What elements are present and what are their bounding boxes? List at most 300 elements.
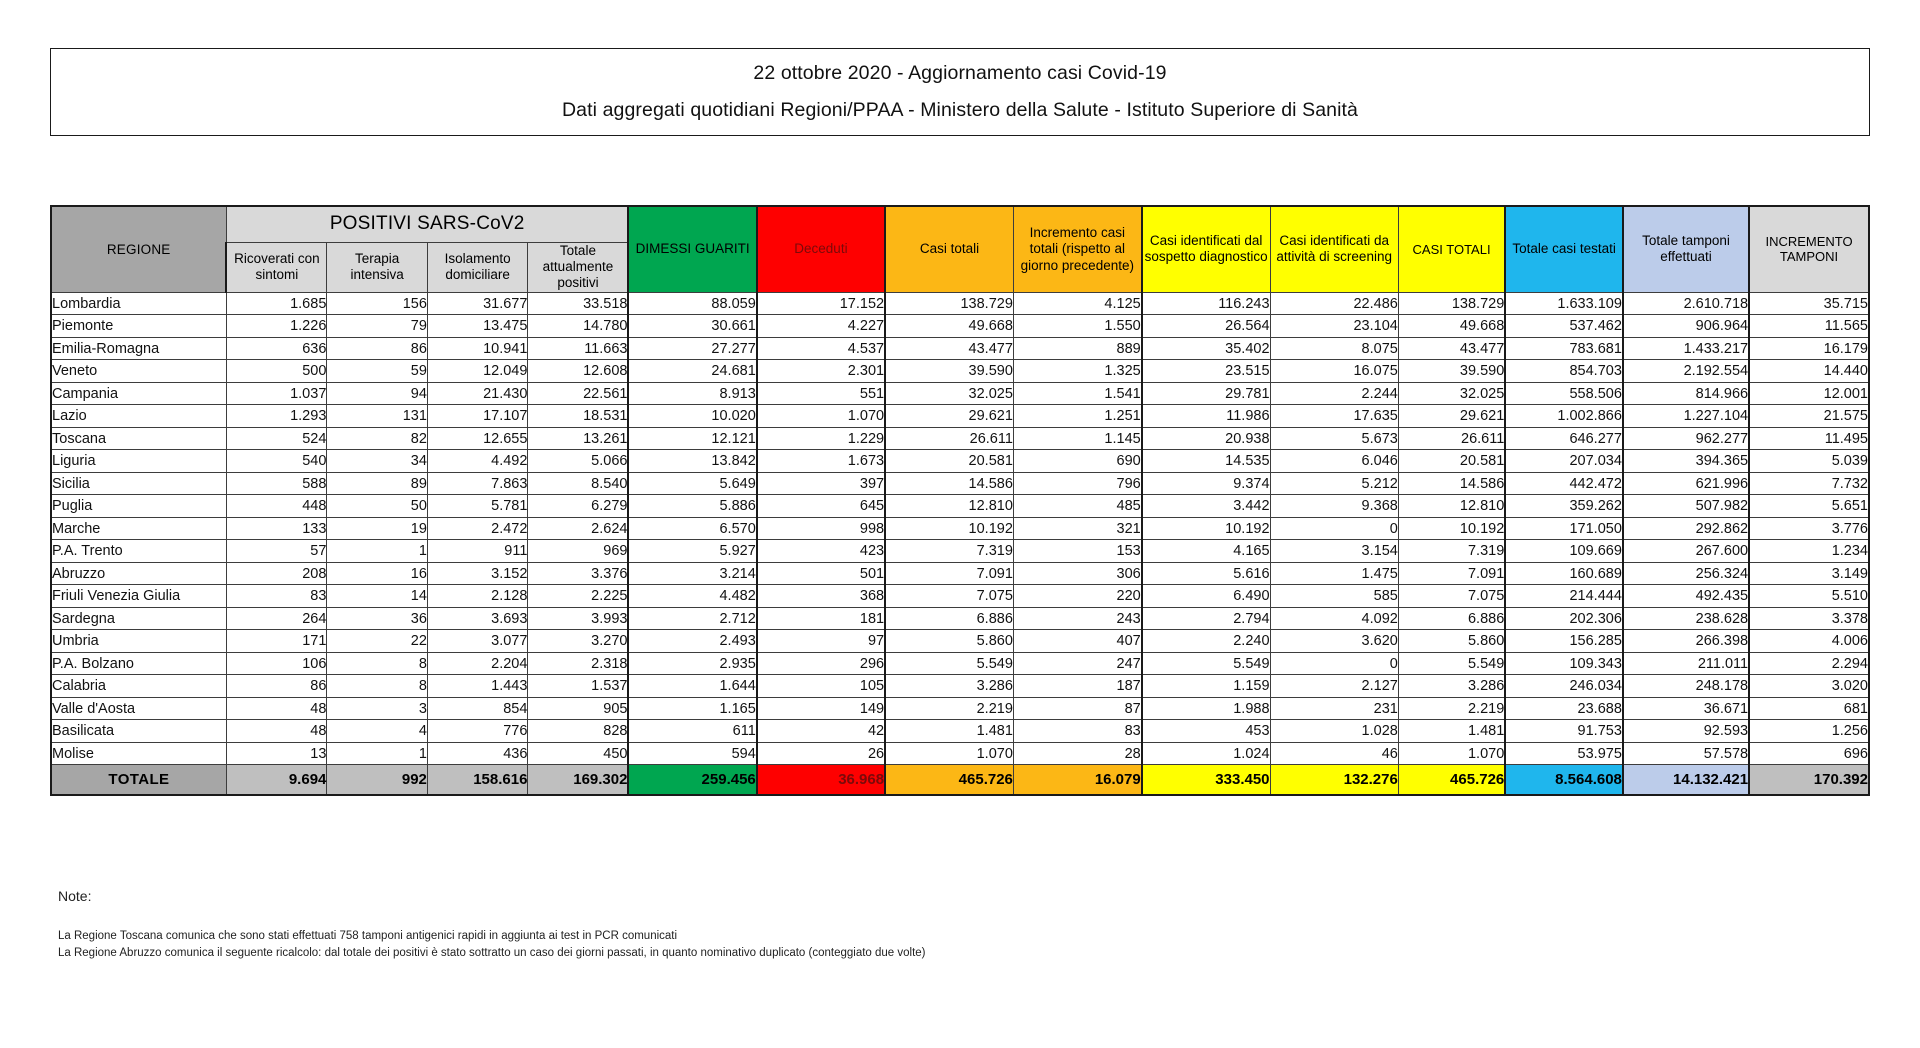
cell-value: 5.927 — [628, 540, 756, 563]
cell-value: 1.537 — [528, 675, 629, 698]
notes-title: Note: — [58, 888, 92, 904]
cell-value: 5.886 — [628, 495, 756, 518]
cell-value: 889 — [1013, 337, 1141, 360]
cell-value: 14.586 — [885, 472, 1013, 495]
cell-value: 8 — [327, 652, 428, 675]
cell-region: Campania — [51, 382, 226, 405]
cell-value: 1.070 — [885, 742, 1013, 765]
table-head — [51, 206, 1869, 292]
cell-value: 30.661 — [628, 315, 756, 338]
cell-value: 368 — [757, 585, 885, 608]
cell-total-value: 992 — [327, 765, 428, 795]
cell-value: 3 — [327, 697, 428, 720]
cell-value: 492.435 — [1623, 585, 1749, 608]
cell-value: 26.611 — [885, 427, 1013, 450]
cell-value: 46 — [1270, 742, 1398, 765]
cell-value: 854.703 — [1505, 360, 1623, 383]
cell-value: 26.611 — [1398, 427, 1505, 450]
cell-value: 82 — [327, 427, 428, 450]
cell-value: 2.624 — [528, 517, 629, 540]
cell-value: 1.229 — [757, 427, 885, 450]
cell-value: 7.091 — [1398, 562, 1505, 585]
cell-value: 21.430 — [427, 382, 528, 405]
cell-value: 89 — [327, 472, 428, 495]
cell-value: 29.781 — [1142, 382, 1270, 405]
cell-value: 2.472 — [427, 517, 528, 540]
header-row-group — [51, 206, 1869, 242]
table-row — [51, 472, 1869, 495]
cell-value: 998 — [757, 517, 885, 540]
table-foot — [51, 765, 1869, 795]
report-date-title: 22 ottobre 2020 - Aggiornamento casi Covid-19 — [753, 62, 1167, 84]
cell-value: 8.540 — [528, 472, 629, 495]
cell-value: 7.319 — [885, 540, 1013, 563]
cell-value: 116.243 — [1142, 292, 1270, 315]
cell-value: 22 — [327, 630, 428, 653]
cell-value: 24.681 — [628, 360, 756, 383]
cell-value: 524 — [226, 427, 327, 450]
cell-region: Lombardia — [51, 292, 226, 315]
cell-value: 13.475 — [427, 315, 528, 338]
cell-region: Toscana — [51, 427, 226, 450]
cell-value: 1.256 — [1749, 720, 1869, 743]
cell-value: 5.860 — [885, 630, 1013, 653]
cell-value: 23.104 — [1270, 315, 1398, 338]
header-totale-attualmente-positivi: Totale attualmente positivi — [528, 242, 629, 292]
cell-value: 776 — [427, 720, 528, 743]
cell-value: 26.564 — [1142, 315, 1270, 338]
cell-value: 621.996 — [1623, 472, 1749, 495]
cell-value: 2.128 — [427, 585, 528, 608]
cell-value: 540 — [226, 450, 327, 473]
cell-value: 442.472 — [1505, 472, 1623, 495]
cell-value: 485 — [1013, 495, 1141, 518]
cell-total-value: 9.694 — [226, 765, 327, 795]
cell-value: 42 — [757, 720, 885, 743]
cell-value: 246.034 — [1505, 675, 1623, 698]
cell-value: 53.975 — [1505, 742, 1623, 765]
cell-value: 2.225 — [528, 585, 629, 608]
cell-value: 1.145 — [1013, 427, 1141, 450]
cell-value: 962.277 — [1623, 427, 1749, 450]
cell-value: 49.668 — [1398, 315, 1505, 338]
cell-value: 4 — [327, 720, 428, 743]
cell-value: 407 — [1013, 630, 1141, 653]
cell-total-value: 259.456 — [628, 765, 756, 795]
cell-value: 20.581 — [885, 450, 1013, 473]
cell-value: 558.506 — [1505, 382, 1623, 405]
cell-value: 14 — [327, 585, 428, 608]
cell-value: 105 — [757, 675, 885, 698]
table-row — [51, 675, 1869, 698]
cell-value: 1.251 — [1013, 405, 1141, 428]
cell-value: 3.993 — [528, 607, 629, 630]
cell-value: 91.753 — [1505, 720, 1623, 743]
cell-value: 2.244 — [1270, 382, 1398, 405]
table-row — [51, 630, 1869, 653]
cell-value: 36.671 — [1623, 697, 1749, 720]
cell-value: 1.325 — [1013, 360, 1141, 383]
cell-value: 537.462 — [1505, 315, 1623, 338]
cell-total-value: 8.564.608 — [1505, 765, 1623, 795]
cell-value: 3.270 — [528, 630, 629, 653]
table-row — [51, 697, 1869, 720]
cell-value: 2.204 — [427, 652, 528, 675]
cell-value: 266.398 — [1623, 630, 1749, 653]
cell-region: Piemonte — [51, 315, 226, 338]
cell-value: 7.863 — [427, 472, 528, 495]
cell-value: 1.159 — [1142, 675, 1270, 698]
cell-region: Sicilia — [51, 472, 226, 495]
cell-value: 1.541 — [1013, 382, 1141, 405]
table-row — [51, 360, 1869, 383]
cell-total-value: 170.392 — [1749, 765, 1869, 795]
cell-value: 1.234 — [1749, 540, 1869, 563]
cell-value: 4.227 — [757, 315, 885, 338]
cell-value: 436 — [427, 742, 528, 765]
cell-value: 23.515 — [1142, 360, 1270, 383]
header-totale-tamponi: Totale tamponi effettuati — [1623, 206, 1749, 292]
cell-value: 1.024 — [1142, 742, 1270, 765]
cell-value: 3.286 — [885, 675, 1013, 698]
cell-value: 2.192.554 — [1623, 360, 1749, 383]
table-total-row — [51, 765, 1869, 795]
cell-value: 1.227.104 — [1623, 405, 1749, 428]
cell-value: 6.046 — [1270, 450, 1398, 473]
cell-value: 3.286 — [1398, 675, 1505, 698]
cell-value: 4.492 — [427, 450, 528, 473]
cell-value: 5.860 — [1398, 630, 1505, 653]
cell-value: 5.549 — [885, 652, 1013, 675]
cell-total-value: 36.968 — [757, 765, 885, 795]
cell-value: 17.635 — [1270, 405, 1398, 428]
cell-value: 1.685 — [226, 292, 327, 315]
table-row — [51, 292, 1869, 315]
cell-value: 97 — [757, 630, 885, 653]
table-row — [51, 517, 1869, 540]
cell-value: 394.365 — [1623, 450, 1749, 473]
cell-total-value: 465.726 — [885, 765, 1013, 795]
cell-value: 109.669 — [1505, 540, 1623, 563]
cell-value: 138.729 — [885, 292, 1013, 315]
cell-value: 2.712 — [628, 607, 756, 630]
table-row — [51, 540, 1869, 563]
cell-value: 4.006 — [1749, 630, 1869, 653]
table-row — [51, 315, 1869, 338]
cell-region: Emilia-Romagna — [51, 337, 226, 360]
cell-value: 214.444 — [1505, 585, 1623, 608]
cell-value: 32.025 — [885, 382, 1013, 405]
cell-region: Marche — [51, 517, 226, 540]
cell-value: 2.301 — [757, 360, 885, 383]
cell-total-value: 333.450 — [1142, 765, 1270, 795]
cell-value: 79 — [327, 315, 428, 338]
cell-value: 1.988 — [1142, 697, 1270, 720]
cell-value: 87 — [1013, 697, 1141, 720]
cell-value: 156.285 — [1505, 630, 1623, 653]
cell-value: 160.689 — [1505, 562, 1623, 585]
cell-value: 231 — [1270, 697, 1398, 720]
cell-value: 3.020 — [1749, 675, 1869, 698]
cell-value: 20.938 — [1142, 427, 1270, 450]
cell-value: 1 — [327, 540, 428, 563]
cell-value: 181 — [757, 607, 885, 630]
cell-value: 35.715 — [1749, 292, 1869, 315]
cell-value: 7.319 — [1398, 540, 1505, 563]
cell-value: 16.179 — [1749, 337, 1869, 360]
cell-value: 20.581 — [1398, 450, 1505, 473]
cell-value: 1.165 — [628, 697, 756, 720]
cell-value: 86 — [327, 337, 428, 360]
cell-value: 3.154 — [1270, 540, 1398, 563]
cell-value: 3.620 — [1270, 630, 1398, 653]
cell-value: 636 — [226, 337, 327, 360]
cell-value: 6.886 — [1398, 607, 1505, 630]
cell-value: 264 — [226, 607, 327, 630]
cell-value: 5.781 — [427, 495, 528, 518]
cell-value: 248.178 — [1623, 675, 1749, 698]
cell-value: 14.586 — [1398, 472, 1505, 495]
cell-value: 49.668 — [885, 315, 1013, 338]
cell-value: 12.121 — [628, 427, 756, 450]
cell-value: 585 — [1270, 585, 1398, 608]
cell-value: 23.688 — [1505, 697, 1623, 720]
cell-value: 3.776 — [1749, 517, 1869, 540]
cell-value: 27.277 — [628, 337, 756, 360]
cell-value: 31.677 — [427, 292, 528, 315]
cell-value: 3.442 — [1142, 495, 1270, 518]
cell-value: 32.025 — [1398, 382, 1505, 405]
cell-value: 88.059 — [628, 292, 756, 315]
cell-value: 48 — [226, 697, 327, 720]
cell-value: 1.037 — [226, 382, 327, 405]
cell-value: 22.561 — [528, 382, 629, 405]
cell-value: 6.279 — [528, 495, 629, 518]
cell-value: 138.729 — [1398, 292, 1505, 315]
cell-value: 1.481 — [885, 720, 1013, 743]
cell-value: 906.964 — [1623, 315, 1749, 338]
cell-value: 220 — [1013, 585, 1141, 608]
cell-value: 92.593 — [1623, 720, 1749, 743]
table-row — [51, 450, 1869, 473]
header-regione: REGIONE — [51, 206, 226, 292]
cell-value: 22.486 — [1270, 292, 1398, 315]
cell-value: 39.590 — [885, 360, 1013, 383]
cell-value: 6.490 — [1142, 585, 1270, 608]
header-incremento-casi-totali: Incremento casi totali (rispetto al giorno precedente) — [1013, 206, 1141, 292]
cell-total-label: TOTALE — [51, 765, 226, 795]
cell-value: 3.152 — [427, 562, 528, 585]
cell-value: 905 — [528, 697, 629, 720]
table-row — [51, 337, 1869, 360]
cell-value: 448 — [226, 495, 327, 518]
cell-value: 9.374 — [1142, 472, 1270, 495]
cell-value: 453 — [1142, 720, 1270, 743]
header-casi-sospetto-diagnostico: Casi identificati dal sospetto diagnostico — [1142, 206, 1270, 292]
covid-data-table — [50, 205, 1870, 796]
cell-value: 13 — [226, 742, 327, 765]
cell-value: 1.070 — [757, 405, 885, 428]
cell-value: 11.986 — [1142, 405, 1270, 428]
cell-value: 796 — [1013, 472, 1141, 495]
cell-value: 2.318 — [528, 652, 629, 675]
cell-value: 828 — [528, 720, 629, 743]
cell-value: 29.621 — [1398, 405, 1505, 428]
cell-value: 507.982 — [1623, 495, 1749, 518]
cell-value: 681 — [1749, 697, 1869, 720]
cell-value: 2.935 — [628, 652, 756, 675]
cell-value: 450 — [528, 742, 629, 765]
cell-value: 1.644 — [628, 675, 756, 698]
cell-value: 109.343 — [1505, 652, 1623, 675]
header-incremento-tamponi: INCREMENTO TAMPONI — [1749, 206, 1869, 292]
cell-value: 1.550 — [1013, 315, 1141, 338]
cell-value: 17.152 — [757, 292, 885, 315]
report-title-box — [50, 48, 1870, 136]
cell-value: 133 — [226, 517, 327, 540]
cell-region: P.A. Trento — [51, 540, 226, 563]
cell-value: 3.077 — [427, 630, 528, 653]
cell-region: Puglia — [51, 495, 226, 518]
cell-value: 3.149 — [1749, 562, 1869, 585]
cell-value: 247 — [1013, 652, 1141, 675]
table-row — [51, 562, 1869, 585]
cell-value: 13.842 — [628, 450, 756, 473]
table-row — [51, 382, 1869, 405]
note-line-abruzzo: La Regione Abruzzo comunica il seguente ricalcolo: dal totale dei positivi è stato sottratto un caso dei giorni passati, in quanto nominativo duplicato (conteggiato due volte) — [58, 946, 926, 959]
cell-value: 359.262 — [1505, 495, 1623, 518]
cell-total-value: 132.276 — [1270, 765, 1398, 795]
cell-value: 4.092 — [1270, 607, 1398, 630]
cell-value: 1.226 — [226, 315, 327, 338]
cell-value: 48 — [226, 720, 327, 743]
table-row — [51, 607, 1869, 630]
covid-table-container — [50, 205, 1870, 796]
cell-value: 1 — [327, 742, 428, 765]
cell-value: 33.518 — [528, 292, 629, 315]
cell-value: 28 — [1013, 742, 1141, 765]
cell-value: 43.477 — [1398, 337, 1505, 360]
cell-value: 207.034 — [1505, 450, 1623, 473]
cell-value: 94 — [327, 382, 428, 405]
cell-value: 5.212 — [1270, 472, 1398, 495]
cell-region: Umbria — [51, 630, 226, 653]
cell-value: 911 — [427, 540, 528, 563]
cell-value: 1.481 — [1398, 720, 1505, 743]
cell-value: 29.621 — [885, 405, 1013, 428]
cell-value: 1.475 — [1270, 562, 1398, 585]
cell-value: 1.070 — [1398, 742, 1505, 765]
cell-value: 12.810 — [1398, 495, 1505, 518]
cell-value: 14.535 — [1142, 450, 1270, 473]
cell-value: 26 — [757, 742, 885, 765]
cell-value: 12.810 — [885, 495, 1013, 518]
header-casi-totali-yellow: CASI TOTALI — [1398, 206, 1505, 292]
cell-value: 17.107 — [427, 405, 528, 428]
cell-value: 8 — [327, 675, 428, 698]
cell-value: 16 — [327, 562, 428, 585]
cell-value: 690 — [1013, 450, 1141, 473]
cell-region: Basilicata — [51, 720, 226, 743]
cell-value: 4.482 — [628, 585, 756, 608]
table-row — [51, 427, 1869, 450]
cell-value: 2.219 — [1398, 697, 1505, 720]
cell-value: 83 — [1013, 720, 1141, 743]
cell-value: 4.537 — [757, 337, 885, 360]
cell-value: 3.693 — [427, 607, 528, 630]
cell-region: P.A. Bolzano — [51, 652, 226, 675]
cell-value: 11.495 — [1749, 427, 1869, 450]
cell-value: 43.477 — [885, 337, 1013, 360]
cell-value: 5.039 — [1749, 450, 1869, 473]
cell-value: 5.066 — [528, 450, 629, 473]
cell-value: 306 — [1013, 562, 1141, 585]
cell-value: 3.214 — [628, 562, 756, 585]
cell-value: 238.628 — [1623, 607, 1749, 630]
cell-value: 267.600 — [1623, 540, 1749, 563]
cell-value: 11.565 — [1749, 315, 1869, 338]
cell-value: 13.261 — [528, 427, 629, 450]
cell-total-value: 169.302 — [528, 765, 629, 795]
cell-value: 153 — [1013, 540, 1141, 563]
cell-value: 2.610.718 — [1623, 292, 1749, 315]
cell-value: 9.368 — [1270, 495, 1398, 518]
cell-value: 187 — [1013, 675, 1141, 698]
cell-value: 171 — [226, 630, 327, 653]
header-ricoverati-sintomi: Ricoverati con sintomi — [226, 242, 327, 292]
header-dimessi-guariti: DIMESSI GUARITI — [628, 206, 756, 292]
cell-value: 1.002.866 — [1505, 405, 1623, 428]
cell-region: Valle d'Aosta — [51, 697, 226, 720]
table-row — [51, 585, 1869, 608]
cell-value: 1.633.109 — [1505, 292, 1623, 315]
header-terapia-intensiva: Terapia intensiva — [327, 242, 428, 292]
cell-value: 34 — [327, 450, 428, 473]
cell-value: 35.402 — [1142, 337, 1270, 360]
cell-value: 2.794 — [1142, 607, 1270, 630]
cell-region: Friuli Venezia Giulia — [51, 585, 226, 608]
cell-value: 171.050 — [1505, 517, 1623, 540]
cell-region: Veneto — [51, 360, 226, 383]
cell-value: 18.531 — [528, 405, 629, 428]
cell-value: 14.780 — [528, 315, 629, 338]
cell-value: 2.294 — [1749, 652, 1869, 675]
cell-value: 8.075 — [1270, 337, 1398, 360]
cell-value: 50 — [327, 495, 428, 518]
cell-value: 12.001 — [1749, 382, 1869, 405]
cell-value: 1.443 — [427, 675, 528, 698]
cell-value: 551 — [757, 382, 885, 405]
cell-value: 211.011 — [1623, 652, 1749, 675]
cell-value: 208 — [226, 562, 327, 585]
cell-value: 321 — [1013, 517, 1141, 540]
cell-value: 2.240 — [1142, 630, 1270, 653]
cell-value: 10.192 — [1142, 517, 1270, 540]
cell-value: 296 — [757, 652, 885, 675]
cell-region: Sardegna — [51, 607, 226, 630]
cell-value: 0 — [1270, 517, 1398, 540]
cell-value: 783.681 — [1505, 337, 1623, 360]
cell-value: 12.655 — [427, 427, 528, 450]
cell-value: 3.378 — [1749, 607, 1869, 630]
cell-value: 3.376 — [528, 562, 629, 585]
cell-value: 7.075 — [1398, 585, 1505, 608]
cell-value: 5.673 — [1270, 427, 1398, 450]
header-casi-totali: Casi totali — [885, 206, 1013, 292]
cell-value: 4.165 — [1142, 540, 1270, 563]
cell-value: 16.075 — [1270, 360, 1398, 383]
cell-value: 611 — [628, 720, 756, 743]
